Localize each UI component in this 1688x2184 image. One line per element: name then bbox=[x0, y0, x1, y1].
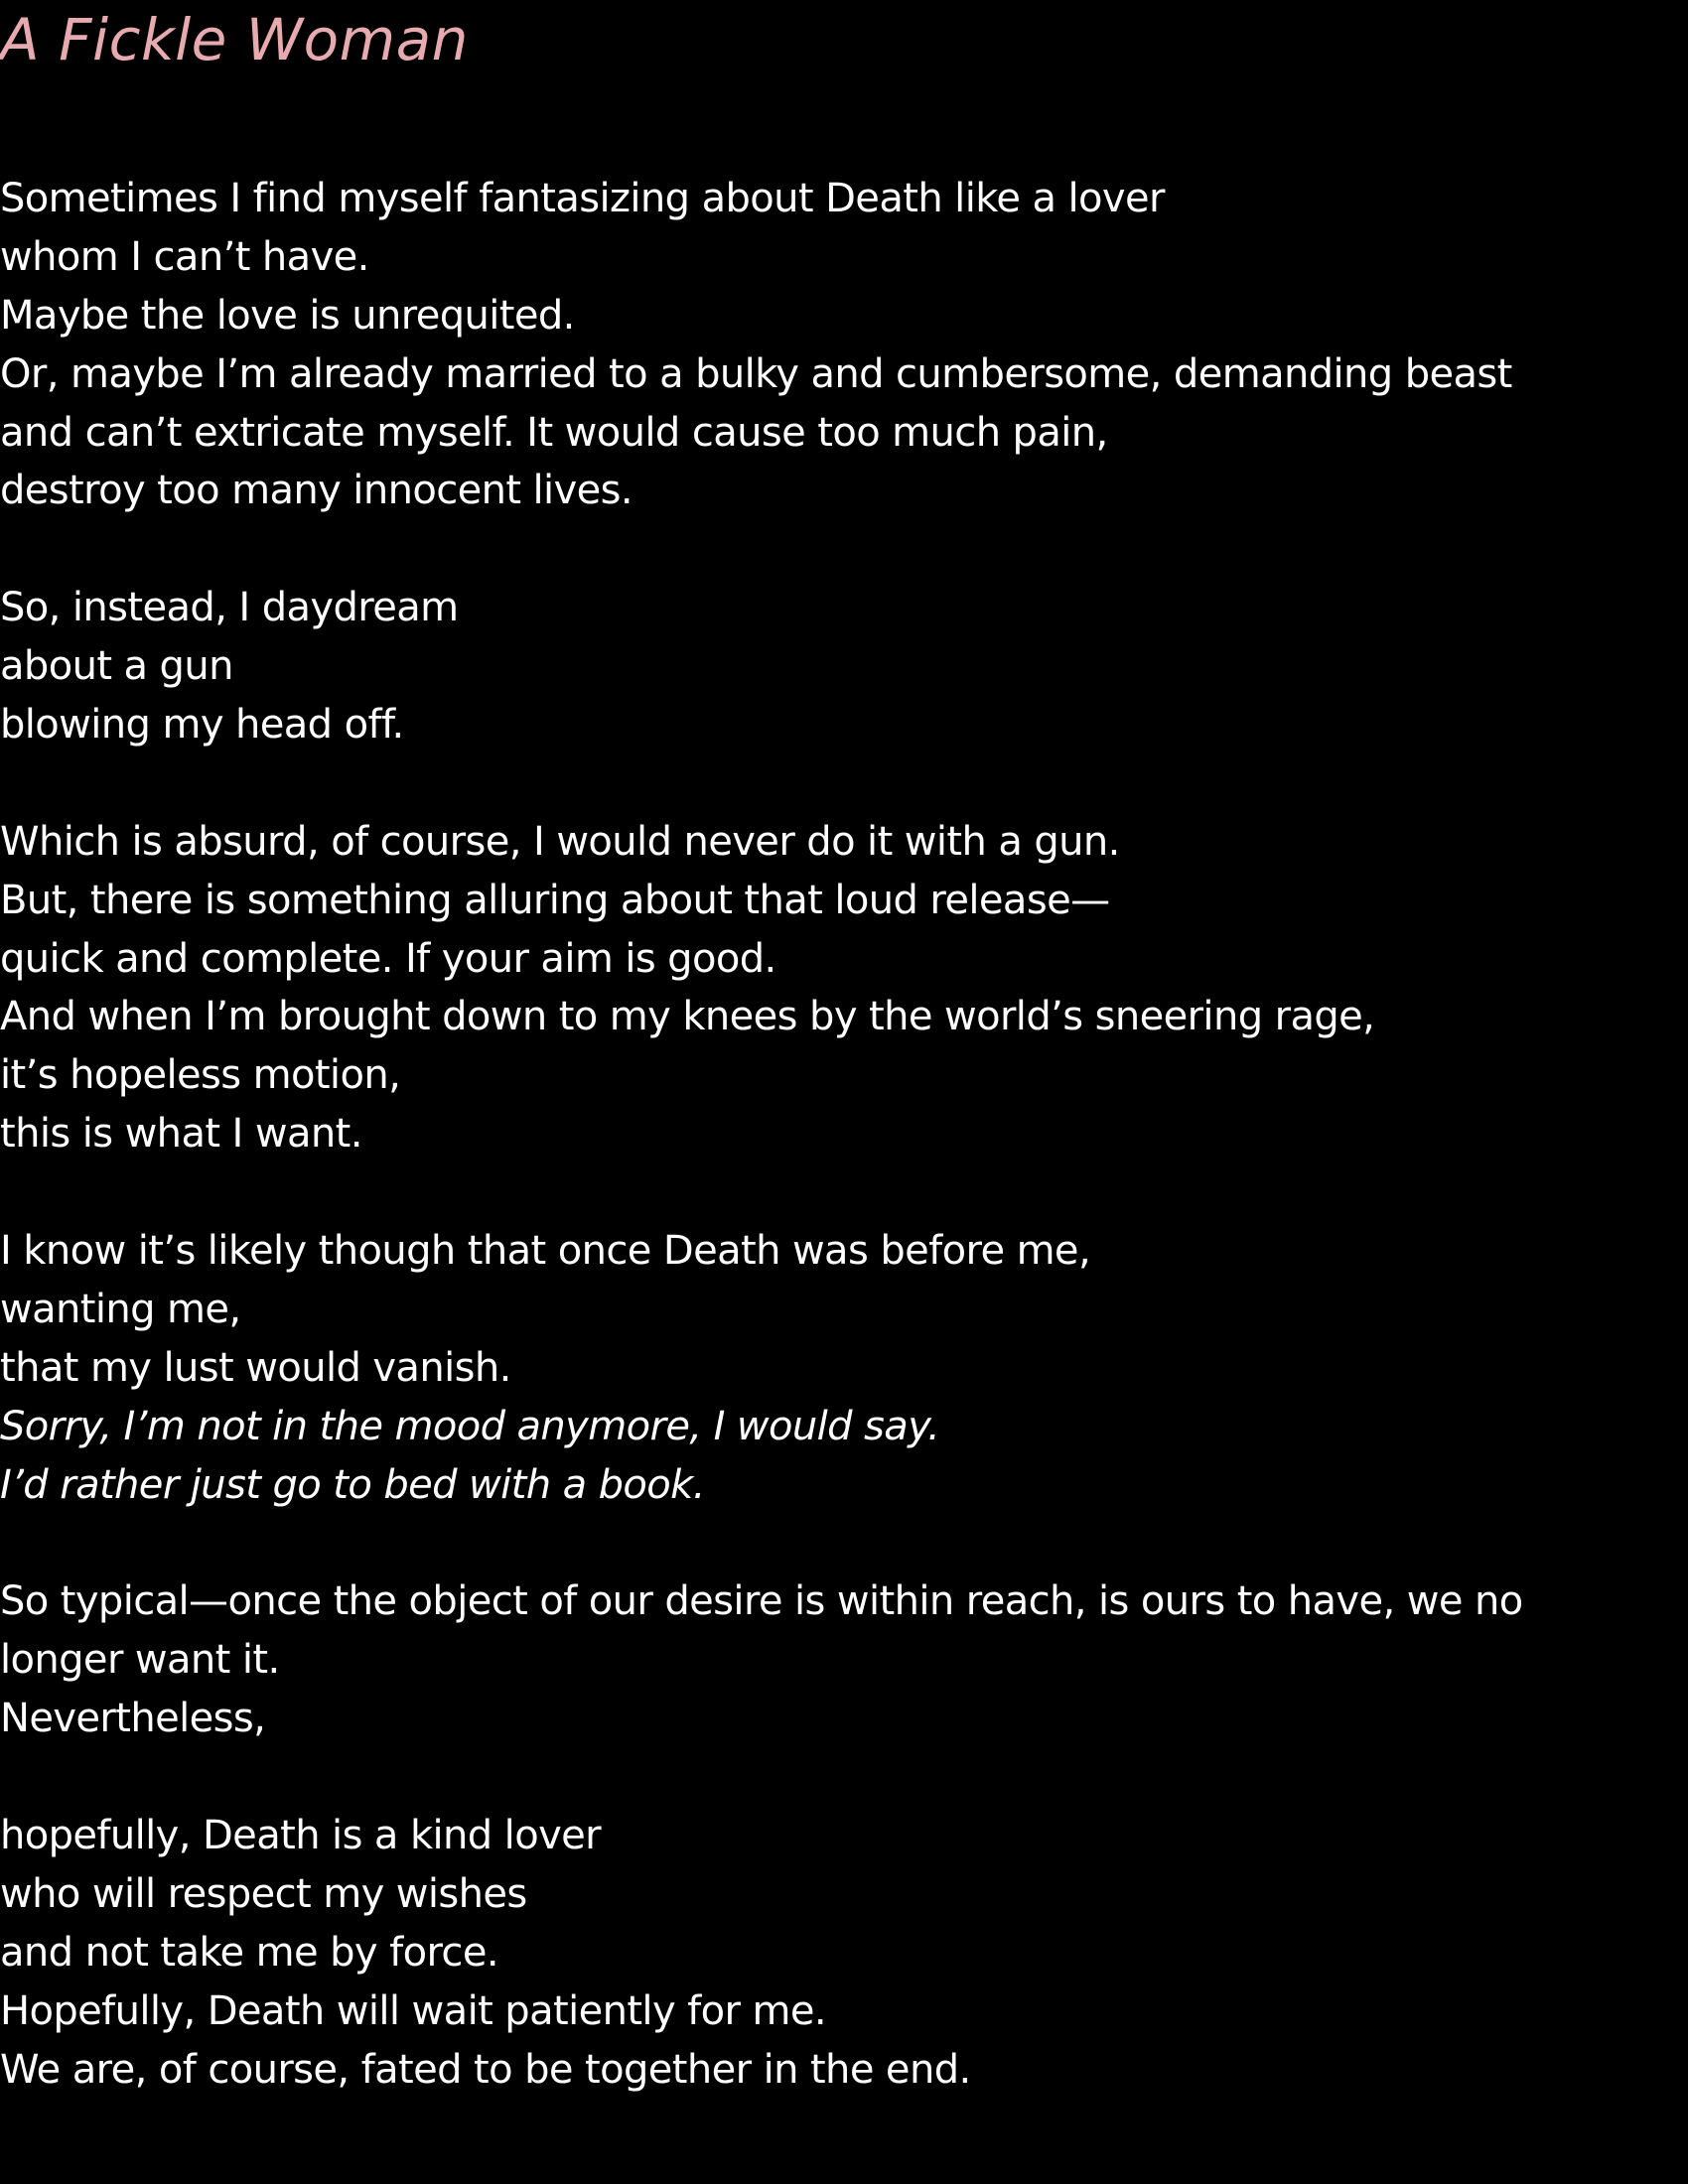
poem-line: Or, maybe I’m already married to a bulky and cumbersome, demanding beast bbox=[0, 350, 1512, 397]
poem-line: and can’t extricate myself. It would cause too much pain, bbox=[0, 409, 1108, 456]
stanza-break bbox=[0, 1163, 1628, 1222]
poem-line: I know it’s likely though that once Death was before me, bbox=[0, 1228, 1091, 1275]
stanza-break bbox=[0, 754, 1628, 813]
poem-line: Sorry, I’m not in the mood anymore, I would say. bbox=[0, 1403, 940, 1449]
poem-line: that my lust would vanish. bbox=[0, 1344, 511, 1391]
poem-line: So typical—once the object of our desire is within reach, is ours to have, we no bbox=[0, 1578, 1523, 1625]
poem-line: wanting me, bbox=[0, 1286, 241, 1332]
poem-line: quick and complete. If your aim is good. bbox=[0, 935, 776, 982]
poem-line: Hopefully, Death will wait patiently for me. bbox=[0, 1987, 826, 2034]
poem-line: I’d rather just go to bed with a book. bbox=[0, 1461, 705, 1508]
poem-line: Nevertheless, bbox=[0, 1696, 266, 1742]
poem-line: this is what I want. bbox=[0, 1111, 362, 1158]
poem-line: longer want it. bbox=[0, 1637, 280, 1684]
poem-line: Sometimes I find myself fantasizing about Death like a lover bbox=[0, 176, 1165, 221]
poem-line: and not take me by force. bbox=[0, 1929, 498, 1976]
poem-body bbox=[0, 170, 1628, 2099]
poem-line: blowing my head off. bbox=[0, 702, 404, 749]
poem-line: And when I’m brought down to my knees by the world’s sneering rage, bbox=[0, 994, 1375, 1040]
poem-line: But, there is something alluring about that loud release— bbox=[0, 877, 1110, 923]
poem-line: whom I can’t have. bbox=[0, 233, 369, 280]
poem-line: about a gun bbox=[0, 643, 233, 690]
stanza-break bbox=[0, 1514, 1628, 1572]
poem-line: who will respect my wishes bbox=[0, 1870, 527, 1917]
poem-line: So, instead, I daydream bbox=[0, 585, 459, 631]
stanza-break bbox=[0, 520, 1628, 579]
poem-line: Which is absurd, of course, I would never do it with a gun. bbox=[0, 818, 1120, 865]
poem-title: A Fickle Woman bbox=[0, 6, 469, 73]
poem-line: it’s hopeless motion, bbox=[0, 1052, 401, 1099]
poem-line: hopefully, Death is a kind lover bbox=[0, 1812, 601, 1858]
stanza-break bbox=[0, 1748, 1628, 1807]
poem-line: We are, of course, fated to be together in the end. bbox=[0, 2046, 971, 2093]
poem-line: Maybe the love is unrequited. bbox=[0, 292, 575, 339]
poem-line: destroy too many innocent lives. bbox=[0, 468, 633, 514]
